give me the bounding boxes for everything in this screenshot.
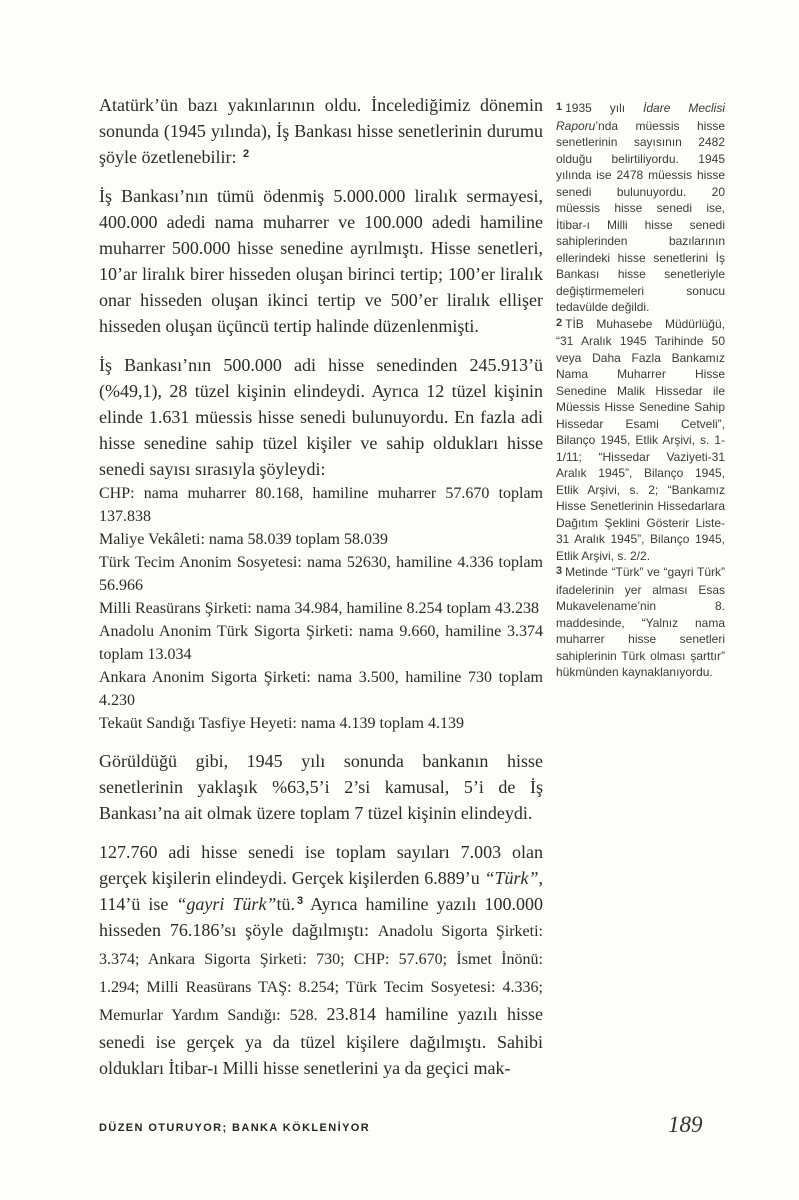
list-item-anadolu-sigorta: Anadolu Anonim Türk Sigorta Şirketi: nama 9.660, hamiline 3.374 toplam 13.034	[99, 623, 543, 663]
paragraph-shareholders-intro: İş Bankası’nın 500.000 adi hisse senedinden 245.913’ü (%49,1), 28 tüzel kişinin elindeydi. Ayrıca 12 tüzel kişinin elinde 1.631 müessis hisse senedi bulunuyordu. En fazla adi hisse senedine sahip tüzel kişiler ve sahip oldukları hisse senedi sayısı sırasıyla şöyleydi:	[99, 355, 543, 479]
footnote-3-marker: 3	[556, 565, 563, 577]
shareholder-list	[99, 482, 543, 735]
footnote-3-text: Metinde “Türk” ve “gayri Türk” ifadelerinin yer alması Esas Mukavelename’nin 8. maddesinde, “Yalnız nama muharrer hisse senetleri sahiplerinin Türk olması şarttır” hükmünden kaynaklanıyordu.	[556, 565, 725, 679]
footnote-2-text: TİB Muhasebe Müdürlüğü, “31 Aralık 1945 Tarihinde 50 veya Daha Fazla Bankamız Nama Muharrer Hisse Senedine Malik Hissedar ile Müessis Hisse Senedine Sahip Hissedar Esami Cetveli”, Bilanço 1945, Etlik Arşivi, s. 1-1/11; “Hissedar Vaziyeti-31 Aralık 1945”, Bilanço 1945, Etlik Arşivi, s. 2; “Bankamız Hisse Senetlerinin Hissedarlara Dağıtım Şeklini Gösterir Liste-31 Aralık 1945”, Bilanço 1945, Etlik Arşivi, s. 2/2.	[556, 316, 725, 563]
list-item-ankara-sigorta: Ankara Anonim Sigorta Şirketi: nama 3.500, hamiline 730 toplam 4.230	[99, 669, 543, 709]
footnote-1-text-post: ’nda müessis hisse senetlerinin sayısının 2482 olduğu belirtiliyordu. 1945 yılında ise 2478 müessis hisse senedi bulunuyordu. 20 müessis hisse senedi ise, İtibar-ı Milli hisse senedi sahiplerinden bazılarının ellerindeki hisse senetlerini İş Bankası hisse senetleriyle değiştirmemeleri sonucu tedavülde değildi.	[556, 118, 725, 314]
list-item-turk-tecim: Türk Tecim Anonim Sosyetesi: nama 52630, hamiline 4.336 toplam 56.966	[99, 554, 543, 594]
paragraph-summary-1945: Görüldüğü gibi, 1945 yılı sonunda bankanın hisse senetlerinin yaklaşık %63,5’i 2’si kamusal, 5’i de İş Bankası’na ait olmak üzere toplam 7 tüzel kişinin elindeydi.	[99, 751, 543, 823]
footnotes-sidebar	[556, 100, 725, 681]
footnote-1-text-pre: 1935 yılı	[565, 101, 644, 115]
page-number: 189	[668, 1112, 703, 1137]
footnote-3	[556, 564, 725, 681]
turk-italic: “Türk”	[484, 868, 539, 888]
footnote-1-italic-title: İdare Meclisi Raporu	[556, 101, 725, 133]
paragraph-intro-text: Atatürk’ün bazı yakınlarının oldu. İncelediğimiz dönemin sonunda (1945 yılında), İş Bankası hisse senetlerinin durumu şöyle özetlenebilir:	[99, 95, 543, 167]
footnote-ref-3: 3	[296, 895, 304, 907]
distribution-text-2: , 114’ü ise	[99, 868, 543, 914]
main-text-column	[99, 92, 543, 1094]
paragraph-capital-structure: İş Bankası’nın tümü ödenmiş 5.000.000 liralık sermayesi, 400.000 adedi nama muharrer ve 100.000 adedi hamiline muharrer 500.000 hisse senedine ayrılmıştı. Hisse senetleri, 10’ar liralık birer hisseden oluşan birinci tertip; 100’er liralık onar hisseden oluşan ikinci tertip ve 500’er liralık ellişer hisseden oluşan üçüncü tertip halinde düzenlenmişti.	[99, 186, 543, 336]
footnote-1-marker: 1	[556, 101, 563, 113]
footnote-2-marker: 2	[556, 316, 563, 329]
list-item-milli-reasurans: Milli Reasürans Şirketi: nama 34.984, hamiline 8.254 toplam 43.238	[99, 600, 539, 617]
distribution-text-5: 23.814 hamiline yazılı hisse senedi ise gerçek ya da tüzel kişilere dağılmıştı. Sahibi oldukları İtibar-ı Milli hisse senetlerini ya da geçici mak-	[99, 1004, 544, 1078]
distribution-text-4: Ayrıca hamiline yazılı 100.000 hisseden 76.186’sı şöyle dağılmıştı:	[99, 894, 544, 940]
running-footer-title: DÜZEN OTURUYOR; BANKA KÖKLENİYOR	[99, 1122, 371, 1134]
list-item-maliye-vekaleti: Maliye Vekâleti: nama 58.039 toplam 58.039	[99, 531, 388, 548]
footnote-2	[556, 316, 725, 565]
distribution-text-1: 127.760 adi hisse senedi ise toplam sayıları 7.003 olan gerçek kişilerin elindeydi. Gerçek kişilerden 6.889’u	[99, 842, 543, 888]
footnote-ref-2: 2	[242, 148, 250, 160]
footnote-1	[556, 100, 725, 316]
distribution-detail-small: Anadolu Sigorta Şirketi: 3.374; Ankara Sigorta Şirketi: 730; CHP: 57.670; İsmet İnönü: 1.294; Milli Reasürans TAŞ: 8.254; Türk Tecim Sosyetesi: 4.336; Memurlar Yardım Sandığı: 528.	[99, 923, 543, 1024]
distribution-text-3: tü.	[276, 894, 295, 914]
list-item-tekaut-sandigi: Tekaüt Sandığı Tasfiye Heyeti: nama 4.139 toplam 4.139	[99, 715, 464, 732]
paragraph-intro	[99, 92, 543, 170]
list-item-chp: CHP: nama muharrer 80.168, hamiline muharrer 57.670 toplam 137.838	[99, 485, 543, 525]
paragraph-distribution	[99, 839, 543, 1081]
gayri-turk-italic: “gayri Türk”	[176, 894, 277, 914]
